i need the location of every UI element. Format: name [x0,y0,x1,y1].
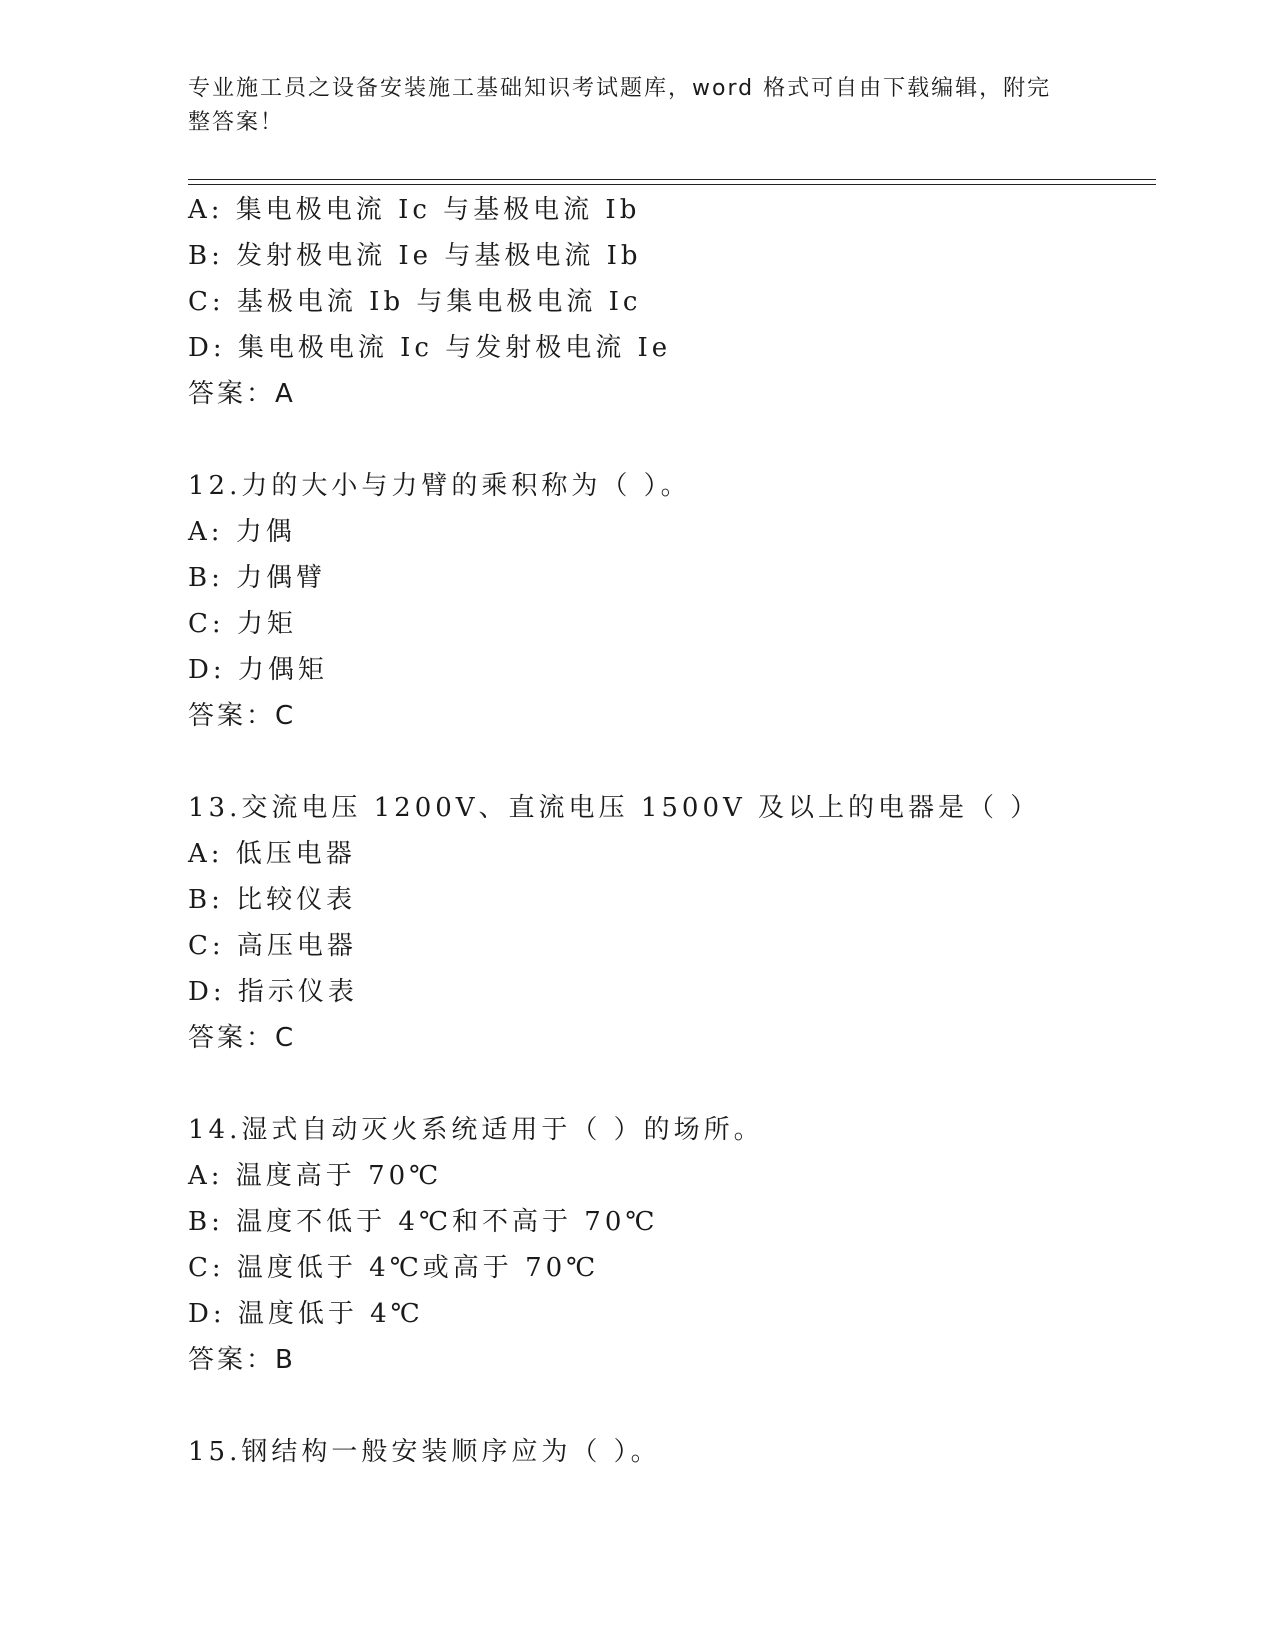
spacer [188,1061,1156,1107]
spacer [188,739,1156,785]
question-text: 14.湿式自动灭火系统适用于（ ）的场所。 [188,1115,764,1145]
option-d: D: 温度低于 4℃ [188,1299,424,1329]
question-text: 12.力的大小与力臂的乘积称为（ ）。 [188,471,691,501]
option-b: B: 力偶臂 [188,563,327,593]
option-a: A: 温度高于 70℃ [188,1161,443,1191]
question-list [188,187,1156,1475]
answer: 答案：B [188,1345,296,1375]
answer: 答案：C [188,701,297,731]
option-d: D: 指示仪表 [188,977,358,1007]
option-c: C: 温度低于 4℃或高于 70℃ [188,1253,600,1283]
question-text: 13.交流电压 1200V、直流电压 1500V 及以上的电器是（ ） [188,793,1041,823]
option-c: C: 高压电器 [188,931,357,961]
question-text: 15.钢结构一般安装顺序应为（ ）。 [188,1437,661,1467]
option-d: D: 集电极电流 Ic 与发射极电流 Ie [188,333,672,363]
question-block [188,1429,1156,1475]
header-divider-top [188,179,1156,180]
option-c: C: 基极电流 Ib 与集电极电流 Ic [188,287,642,317]
spacer [188,417,1156,463]
question-block [188,785,1156,1061]
spacer [188,1383,1156,1429]
answer: 答案：C [188,1023,297,1053]
header-divider-bottom [188,184,1156,185]
option-a: A: 低压电器 [188,839,356,869]
question-block [188,463,1156,739]
option-d: D: 力偶矩 [188,655,328,685]
question-block [188,187,1156,417]
answer: 答案：A [188,379,296,409]
option-c: C: 力矩 [188,609,297,639]
option-b: B: 温度不低于 4℃和不高于 70℃ [188,1207,659,1237]
option-b: B: 比较仪表 [188,885,357,915]
option-b: B: 发射极电流 Ie 与基极电流 Ib [188,241,642,271]
question-block [188,1107,1156,1383]
option-a: A: 力偶 [188,517,296,547]
option-a: A: 集电极电流 Ic 与基极电流 Ib [188,195,641,225]
document-header: 专业施工员之设备安装施工基础知识考试题库，word 格式可自由下载编辑，附完整答案！ [188,76,1052,135]
